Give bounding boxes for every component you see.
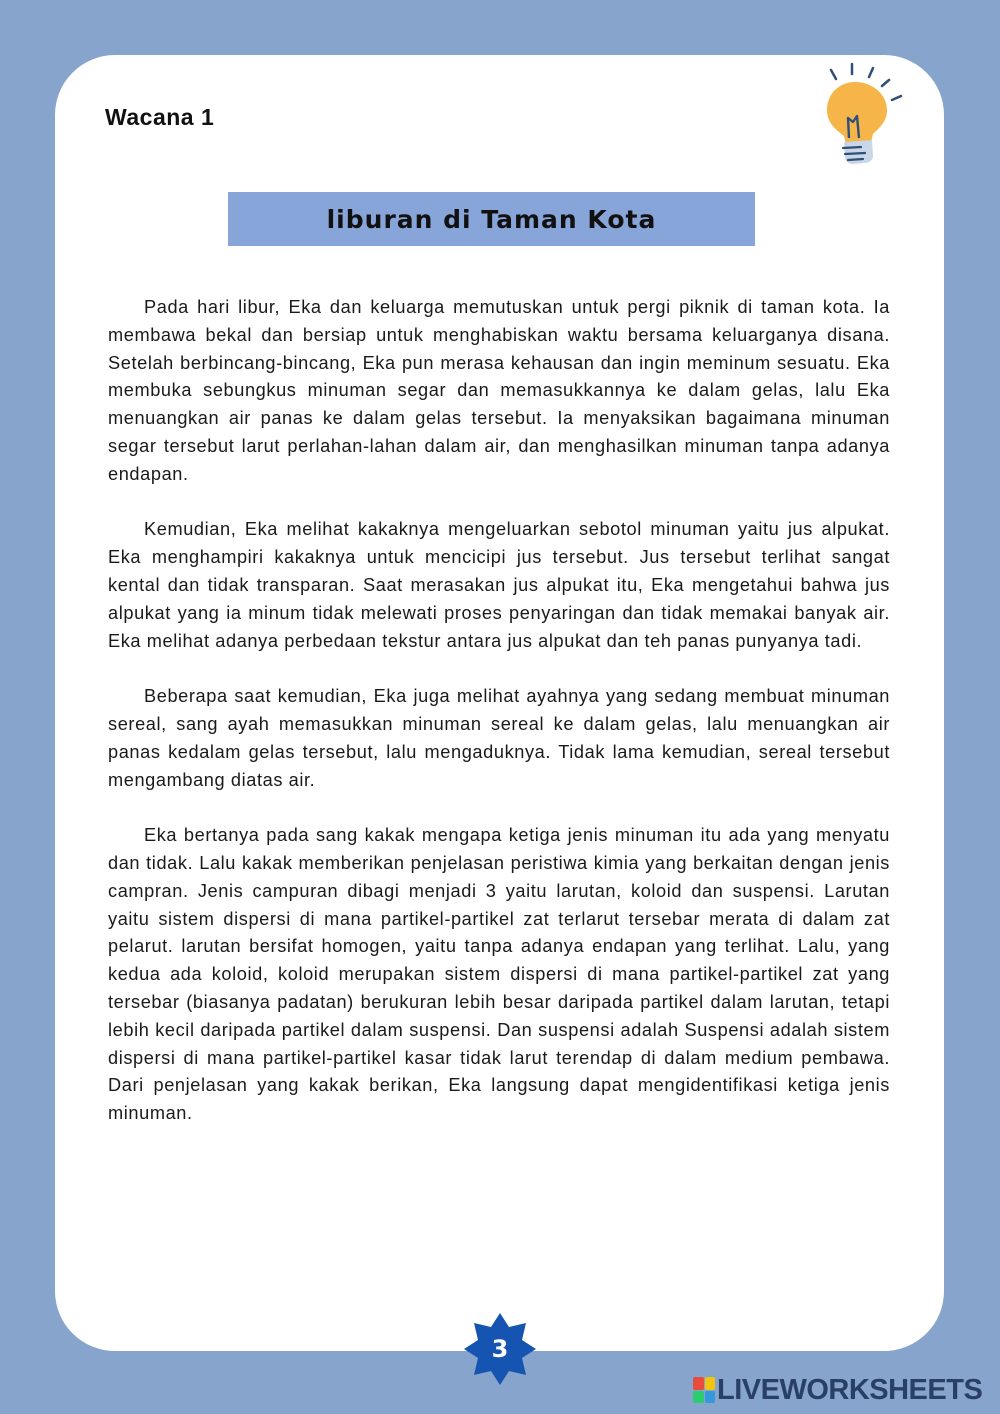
liveworksheets-logo-icon[interactable]	[693, 1374, 982, 1406]
lightbulb-icon	[815, 60, 910, 175]
title-banner	[228, 192, 755, 246]
page-title: liburan di Taman Kota	[326, 204, 657, 234]
paragraph: Pada hari libur, Eka dan keluarga memutuskan untuk pergi piknik di taman kota. Ia membawa bekal dan bersiap untuk menghabiskan waktu bersama keluarganya disana. Setelah berbincang-bincang, Eka pun merasa kehausan dan ingin meminum sesuatu. Eka membuka sebungkus minuman segar dan memasukkannya ke dalam gelas, lalu Eka menuangkan air panas ke dalam gelas tersebut. Ia menyaksikan bagaimana minuman segar tersebut larut perlahan-lahan dalam air, dan menghasilkan minuman tanpa adanya endapan.	[108, 297, 890, 484]
brand-badge-cell	[705, 1377, 716, 1390]
paragraph: Kemudian, Eka melihat kakaknya mengeluarkan sebotol minuman yaitu jus alpukat. Eka menghampiri kakaknya untuk mencicipi jus tersebut. Jus tersebut terlihat sangat kental dan tidak transparan. Saat merasakan jus alpukat itu, Eka mengetahui bahwa jus alpukat yang ia minum tidak melewati proses penyaringan dan tidak memakai banyak air. Eka melihat adanya perbedaan tekstur antara jus alpukat dan teh panas punyanya tadi.	[108, 519, 890, 651]
reading-passage	[108, 294, 890, 1156]
brand-name: LIVEWORKSHEETS	[717, 1373, 983, 1406]
brand-badge	[693, 1377, 715, 1403]
brand-badge-cell	[705, 1391, 716, 1404]
brand-badge-cell	[693, 1377, 704, 1390]
page-number: 3	[491, 1335, 509, 1363]
section-label: Wacana 1	[105, 104, 215, 130]
paragraph: Beberapa saat kemudian, Eka juga melihat ayahnya yang sedang membuat minuman sereal, sang ayah memasukkan minuman sereal ke dalam gelas, lalu menuangkan air panas kedalam gelas tersebut, lalu mengaduknya. Tidak lama kemudian, sereal tersebut mengambang diatas air.	[108, 686, 890, 790]
brand-badge-cell	[693, 1391, 704, 1404]
paragraph: Eka bertanya pada sang kakak mengapa ketiga jenis minuman itu ada yang menyatu dan tidak. Lalu kakak memberikan penjelasan peristiwa kimia yang berkaitan dengan jenis campran. Jenis campuran dibagi menjadi 3 yaitu larutan, koloid dan suspensi. Larutan yaitu sistem dispersi di mana partikel-partikel zat terlarut tersebar merata di dalam zat pelarut. larutan bersifat homogen, yaitu tanpa adanya endapan yang terlihat. Lalu, yang kedua ada koloid, koloid merupakan sistem dispersi di mana partikel-partikel zat yang tersebar (biasanya padatan) berukuran lebih besar daripada partikel dalam larutan, tetapi lebih kecil daripada partikel dalam suspensi. Dan suspensi adalah Suspensi adalah sistem dispersi di mana partikel-partikel kasar tidak larut terendap di dalam medium pembawa. Dari penjelasan yang kakak berikan, Eka langsung dapat mengidentifikasi ketiga jenis minuman.	[108, 825, 890, 1124]
